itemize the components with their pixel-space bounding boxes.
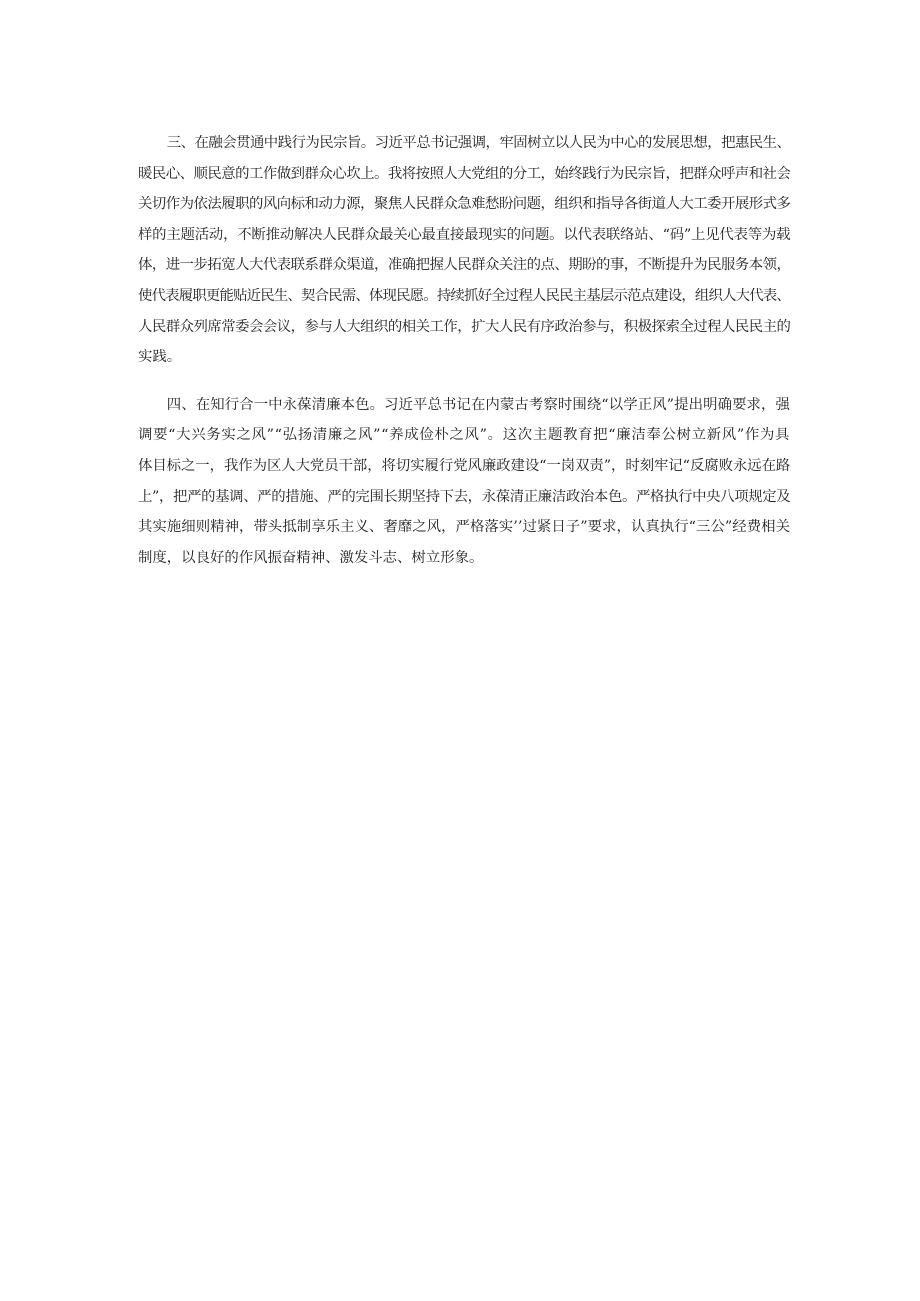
document-body [138,128,790,590]
paragraph-section-three [138,128,790,373]
text-line: 体，进一步拓宽人大代表联系群众渠道，准确把握人民群众关注的点、期盼的事，不断提升为民服务本领， [138,257,791,274]
text-line: 样的主题活动，不断推动解决人民群众最关心最直接最现实的问题。以代表联络站、“码”上见代表等为载 [138,226,791,243]
text-line: 制度，以良好的作风振奋精神、激发斗志、树立形象。 [138,549,484,566]
text-line: 上”，把严的基调、严的措施、严的完围长期坚持下去，永葆清正廉洁政治本色。严格执行中央八项规定及 [138,488,791,505]
text-line: 实践。 [138,349,182,366]
text-line: 关切作为依法履职的风向标和动力源，聚焦人民群众急难愁盼问题，组织和指导各街道人大工委开展形式多 [138,196,791,213]
text-line: 其实施细则精神，带头抵制享乐主义、奢靡之风，严格落实’’过紧日子”要求，认真执行“三公”经费相关 [138,519,791,536]
text-line: 四、在知行合一中永葆清廉本色。习近平总书记在内蒙古考察时围绕“以学正风”提出明确要求，强 [166,396,790,413]
text-line: 暖民心、顺民意的工作做到群众心坎上。我将按照人大党组的分工，始终践行为民宗旨，把群众呼声和社会 [138,165,791,182]
text-line: 三、在融会贯通中践行为民宗旨。习近平总书记强调，牢固树立以人民为中心的发展思想，把惠民生、 [166,135,791,151]
text-line: 使代表履职更能贴近民生、契合民需、体现民愿。持续抓好全过程人民民主基层示范点建设，组织人大代表、 [138,287,790,304]
text-line: 调要“大兴务实之风”“弘扬清廉之风”“养成俭朴之风”。这次主题教育把“廉洁奉公树立新风”作为具 [138,427,791,444]
text-line: 人民群众列席常委会会议，参与人大组织的相关工作，扩大人民有序政治参与，积极探索全过程人民民主的 [138,318,791,335]
text-line: 体目标之一，我作为区人大党员干部，将切实履行党风廉政建设“一岗双责”，时刻牢记“反腐败永远在路 [138,457,791,474]
paragraph-section-four [138,390,790,574]
